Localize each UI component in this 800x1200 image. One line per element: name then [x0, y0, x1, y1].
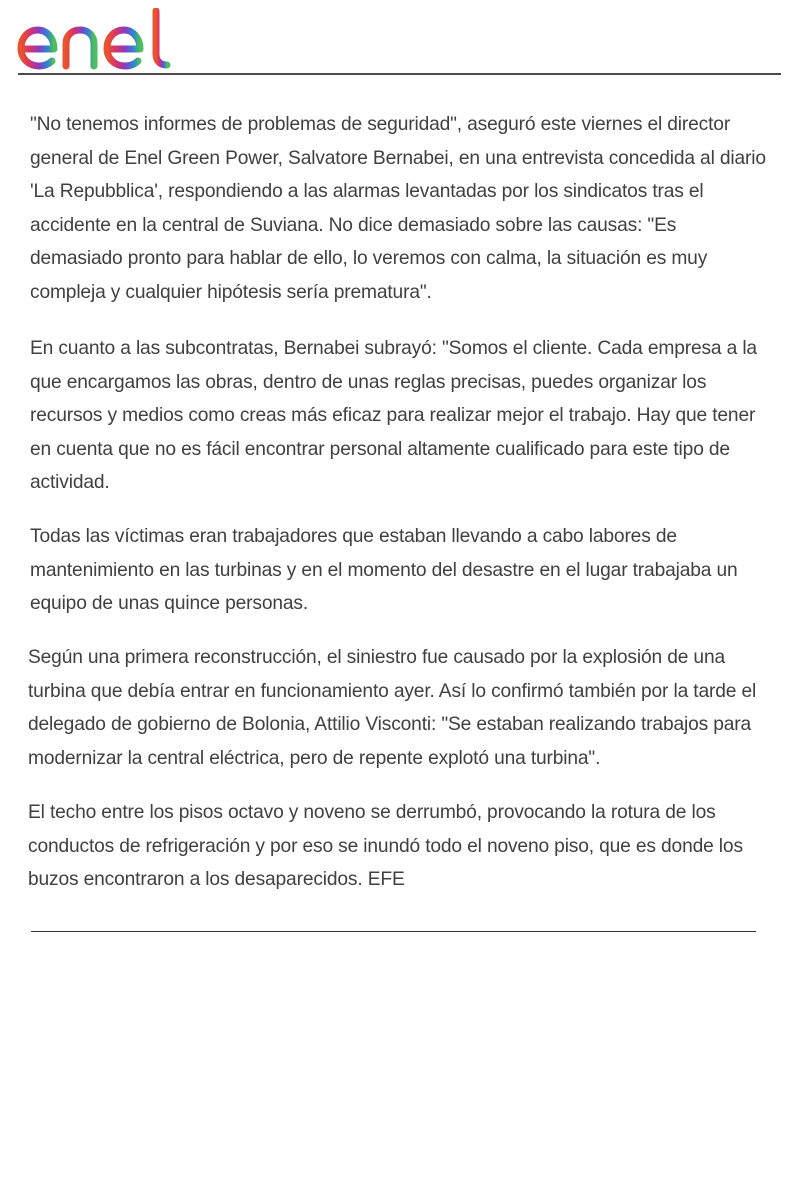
page-header [0, 0, 800, 76]
article-paragraph: El techo entre los pisos octavo y noveno se derrumbó, provocando la rotura de los conductos de refrigeración y por eso se inundó todo el noveno piso, que es donde los buzos encontraron a los desaparecidos. EFE [28, 802, 743, 891]
article-paragraph: Todas las víctimas eran trabajadores que estaban llevando a cabo labores de mantenimiento en las turbinas y en el momento del desastre en el lugar trabajaba un equipo de unas quince personas. [30, 526, 738, 615]
enel-logo[interactable] [16, 8, 181, 70]
article-paragraph: "No tenemos informes de problemas de seguridad", aseguró este viernes el director general de Enel Green Power, Salvatore Bernabei, en una entrevista concedida al diario 'La Repubblica', respondiendo a las alarmas levantadas por los sindicatos tras el accidente en la central de Suviana. No dice demasiado sobre las causas: "Es demasiado pronto para hablar de ello, lo veremos con calma, la situación es muy compleja y cualquier hipótesis sería prematura". [30, 114, 766, 303]
article-paragraph: Según una primera reconstrucción, el siniestro fue causado por la explosión de una turbina que debía entrar en funcionamiento ayer. Así lo confirmó también por la tarde el delegado de gobierno de Bolonia, Attilio Visconti: "Se estaban realizando trabajos para modernizar la central eléctrica, pero de repente explotó una turbina". [28, 647, 757, 769]
article-paragraph: En cuanto a las subcontratas, Bernabei subrayó: "Somos el cliente. Cada empresa a la que encargamos las obras, dentro de unas reglas precisas, puedes organizar los recursos y medios como creas más eficaz para realizar mejor el trabajo. Hay que tener en cuenta que no es fácil encontrar personal altamente cualificado para este tipo de actividad. [30, 338, 757, 494]
header-divider [18, 73, 781, 75]
footer-divider [31, 931, 756, 932]
